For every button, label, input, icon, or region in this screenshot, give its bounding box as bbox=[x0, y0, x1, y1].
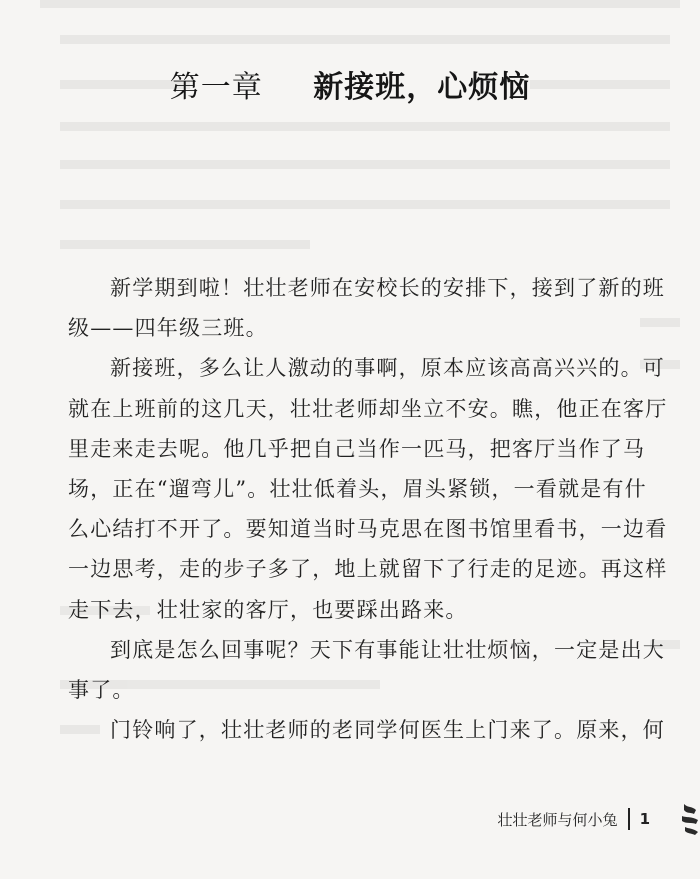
chapter-body bbox=[68, 268, 668, 750]
footer-divider bbox=[628, 808, 630, 830]
text-line: 场，正在“遛弯儿”。壮壮低着头，眉头紧锁，一看就是有什 bbox=[68, 477, 647, 502]
text-line: 新学期到啦！壮壮老师在安校长的安排下，接到了新的班 bbox=[110, 276, 665, 300]
text-line: 级——四年级三班。 bbox=[68, 316, 268, 341]
paragraph bbox=[68, 630, 665, 710]
chapter-number: 第一章 bbox=[169, 70, 263, 105]
chapter-heading bbox=[0, 62, 700, 106]
text-line: 事了。 bbox=[68, 678, 135, 703]
paragraph bbox=[68, 710, 665, 750]
chapter-title: 新接班，心烦恼 bbox=[313, 70, 531, 105]
text-line: 门铃响了，壮壮老师的老同学何医生上门来了。原来，何 bbox=[110, 718, 665, 743]
running-book-title: 壮壮老师与何小兔 bbox=[497, 810, 618, 829]
text-line: 到底是怎么回事呢？天下有事能让壮壮烦恼，一定是出大 bbox=[110, 637, 665, 662]
page-footer bbox=[498, 808, 650, 830]
text-line: 一边思考，走的步子多了，地上就留下了行走的足迹。再这样 bbox=[68, 557, 668, 582]
text-line: 么心结打不开了。要知道当时马克思在图书馆里看书，一边看 bbox=[68, 517, 668, 542]
text-line: 就在上班前的这几天，壮壮老师却坐立不安。瞧，他正在客厅 bbox=[68, 396, 668, 421]
paragraph bbox=[68, 268, 665, 348]
text-line: 里走来走去呢。他几乎把自己当作一匹马，把客厅当作了马 bbox=[68, 436, 646, 461]
page-number: 1 bbox=[639, 810, 650, 828]
text-line: 新接班，多么让人激动的事啊，原本应该高高兴兴的。可 bbox=[110, 356, 665, 381]
paragraph bbox=[68, 348, 668, 629]
text-line: 走下去，壮壮家的客厅，也要踩出路来。 bbox=[68, 597, 468, 622]
edge-ornament-icon bbox=[678, 800, 700, 838]
